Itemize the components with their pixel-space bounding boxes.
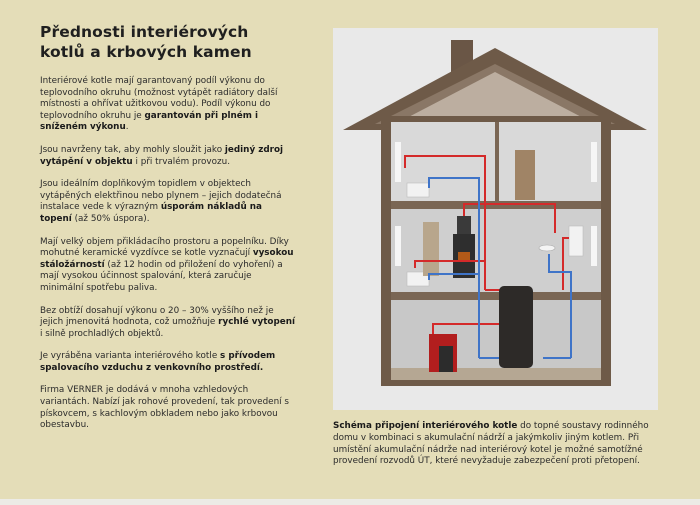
emphasis-text: úsporám nákladů na topení — [40, 202, 262, 224]
room-attic-right — [499, 122, 601, 201]
emphasis-text: jediný zdroj vytápění v objektu — [40, 144, 284, 167]
body-text: Jsou ideálním doplňkovým topidlem v objektech vytápěných elektřinou nebo plynem – jejich dodatečná instalace vede k výrazným — [40, 179, 282, 213]
body-text: i při trvalém provozu. — [132, 156, 230, 167]
paragraph — [40, 385, 296, 431]
paragraph — [40, 76, 296, 134]
paragraph — [40, 145, 296, 168]
radiator — [407, 183, 429, 197]
body-text: . — [125, 122, 129, 133]
paragraph — [40, 351, 296, 374]
body-text: do topné soustavy rodinného domu v kombinaci s akumulační nádrží a jakýmkoliv jiným kotlem. Při umístění akumulační nádrže nad interiérový kotel je možné samotížné provedení rozvodů ÚT, které nevyžaduje zabezpečení proti přetopení. — [333, 421, 649, 467]
washbasin — [539, 245, 555, 251]
emphasis-text: vysokou stáložárností — [40, 248, 294, 270]
house-illustration — [333, 28, 658, 410]
body-text: Firma VERNER je dodává v mnoha vzhledových variantách. Nabízí jak rohové provedení, tak provedení s pískovcem, s kachlovým obkladem nebo jako krbovou obestavbu. — [40, 385, 289, 431]
paragraph — [40, 179, 296, 225]
bottom-strip — [0, 499, 700, 505]
body-text: Bez obtíží dosahují výkonu o 20 – 30% vyššího než je jejich jmenovitá hodnota, což umožňuje — [40, 305, 274, 328]
diagram-caption — [333, 421, 663, 468]
body-text: Jsou navrženy tak, aby mohly sloužit jako — [40, 144, 225, 155]
emphasis-text: Schéma připojení interiérového kotle — [333, 421, 518, 431]
body-text: Interiérové kotle mají garantovaný podíl výkonu do teplovodního okruhu (možnost vytápět radiátory další místnosti a ohřívat užitkovou vodu). Podíl výkonu do teplovodního okruhu je — [40, 76, 278, 121]
radiator — [569, 226, 583, 256]
emphasis-text: garantován při plném i sníženém výkonu — [40, 110, 259, 133]
text-column — [40, 22, 296, 443]
title-line-2: kotlů a krbových kamen — [40, 43, 252, 61]
title-line-1: Přednosti interiérových — [40, 23, 249, 41]
body-text: Je vyráběna varianta interiérového kotle — [40, 351, 221, 362]
body-text: (až 50% úspora). — [71, 213, 150, 224]
body-text: (až 12 hodin od přiložení do vyhoření) a mají vysokou účinnost spalování, která zaručuje minimální spotřebu paliva. — [40, 259, 283, 293]
body-text: i silně prochladlých objektů. — [40, 328, 164, 339]
paragraph — [40, 306, 296, 341]
body-text: Mají velký objem přikládacího prostoru a popelníku. Díky mohutné keramické vyzdívce se kotle vyznačují — [40, 236, 289, 259]
paragraph-list — [40, 76, 296, 432]
emphasis-text: rychlé vytopení — [218, 317, 295, 328]
house-heating-diagram — [333, 28, 658, 410]
emphasis-text: s přívodem spalovacího vzduchu z venkovního prostředí. — [40, 351, 276, 373]
accumulation-tank — [499, 286, 533, 368]
page-title — [40, 22, 296, 62]
paragraph — [40, 237, 296, 295]
